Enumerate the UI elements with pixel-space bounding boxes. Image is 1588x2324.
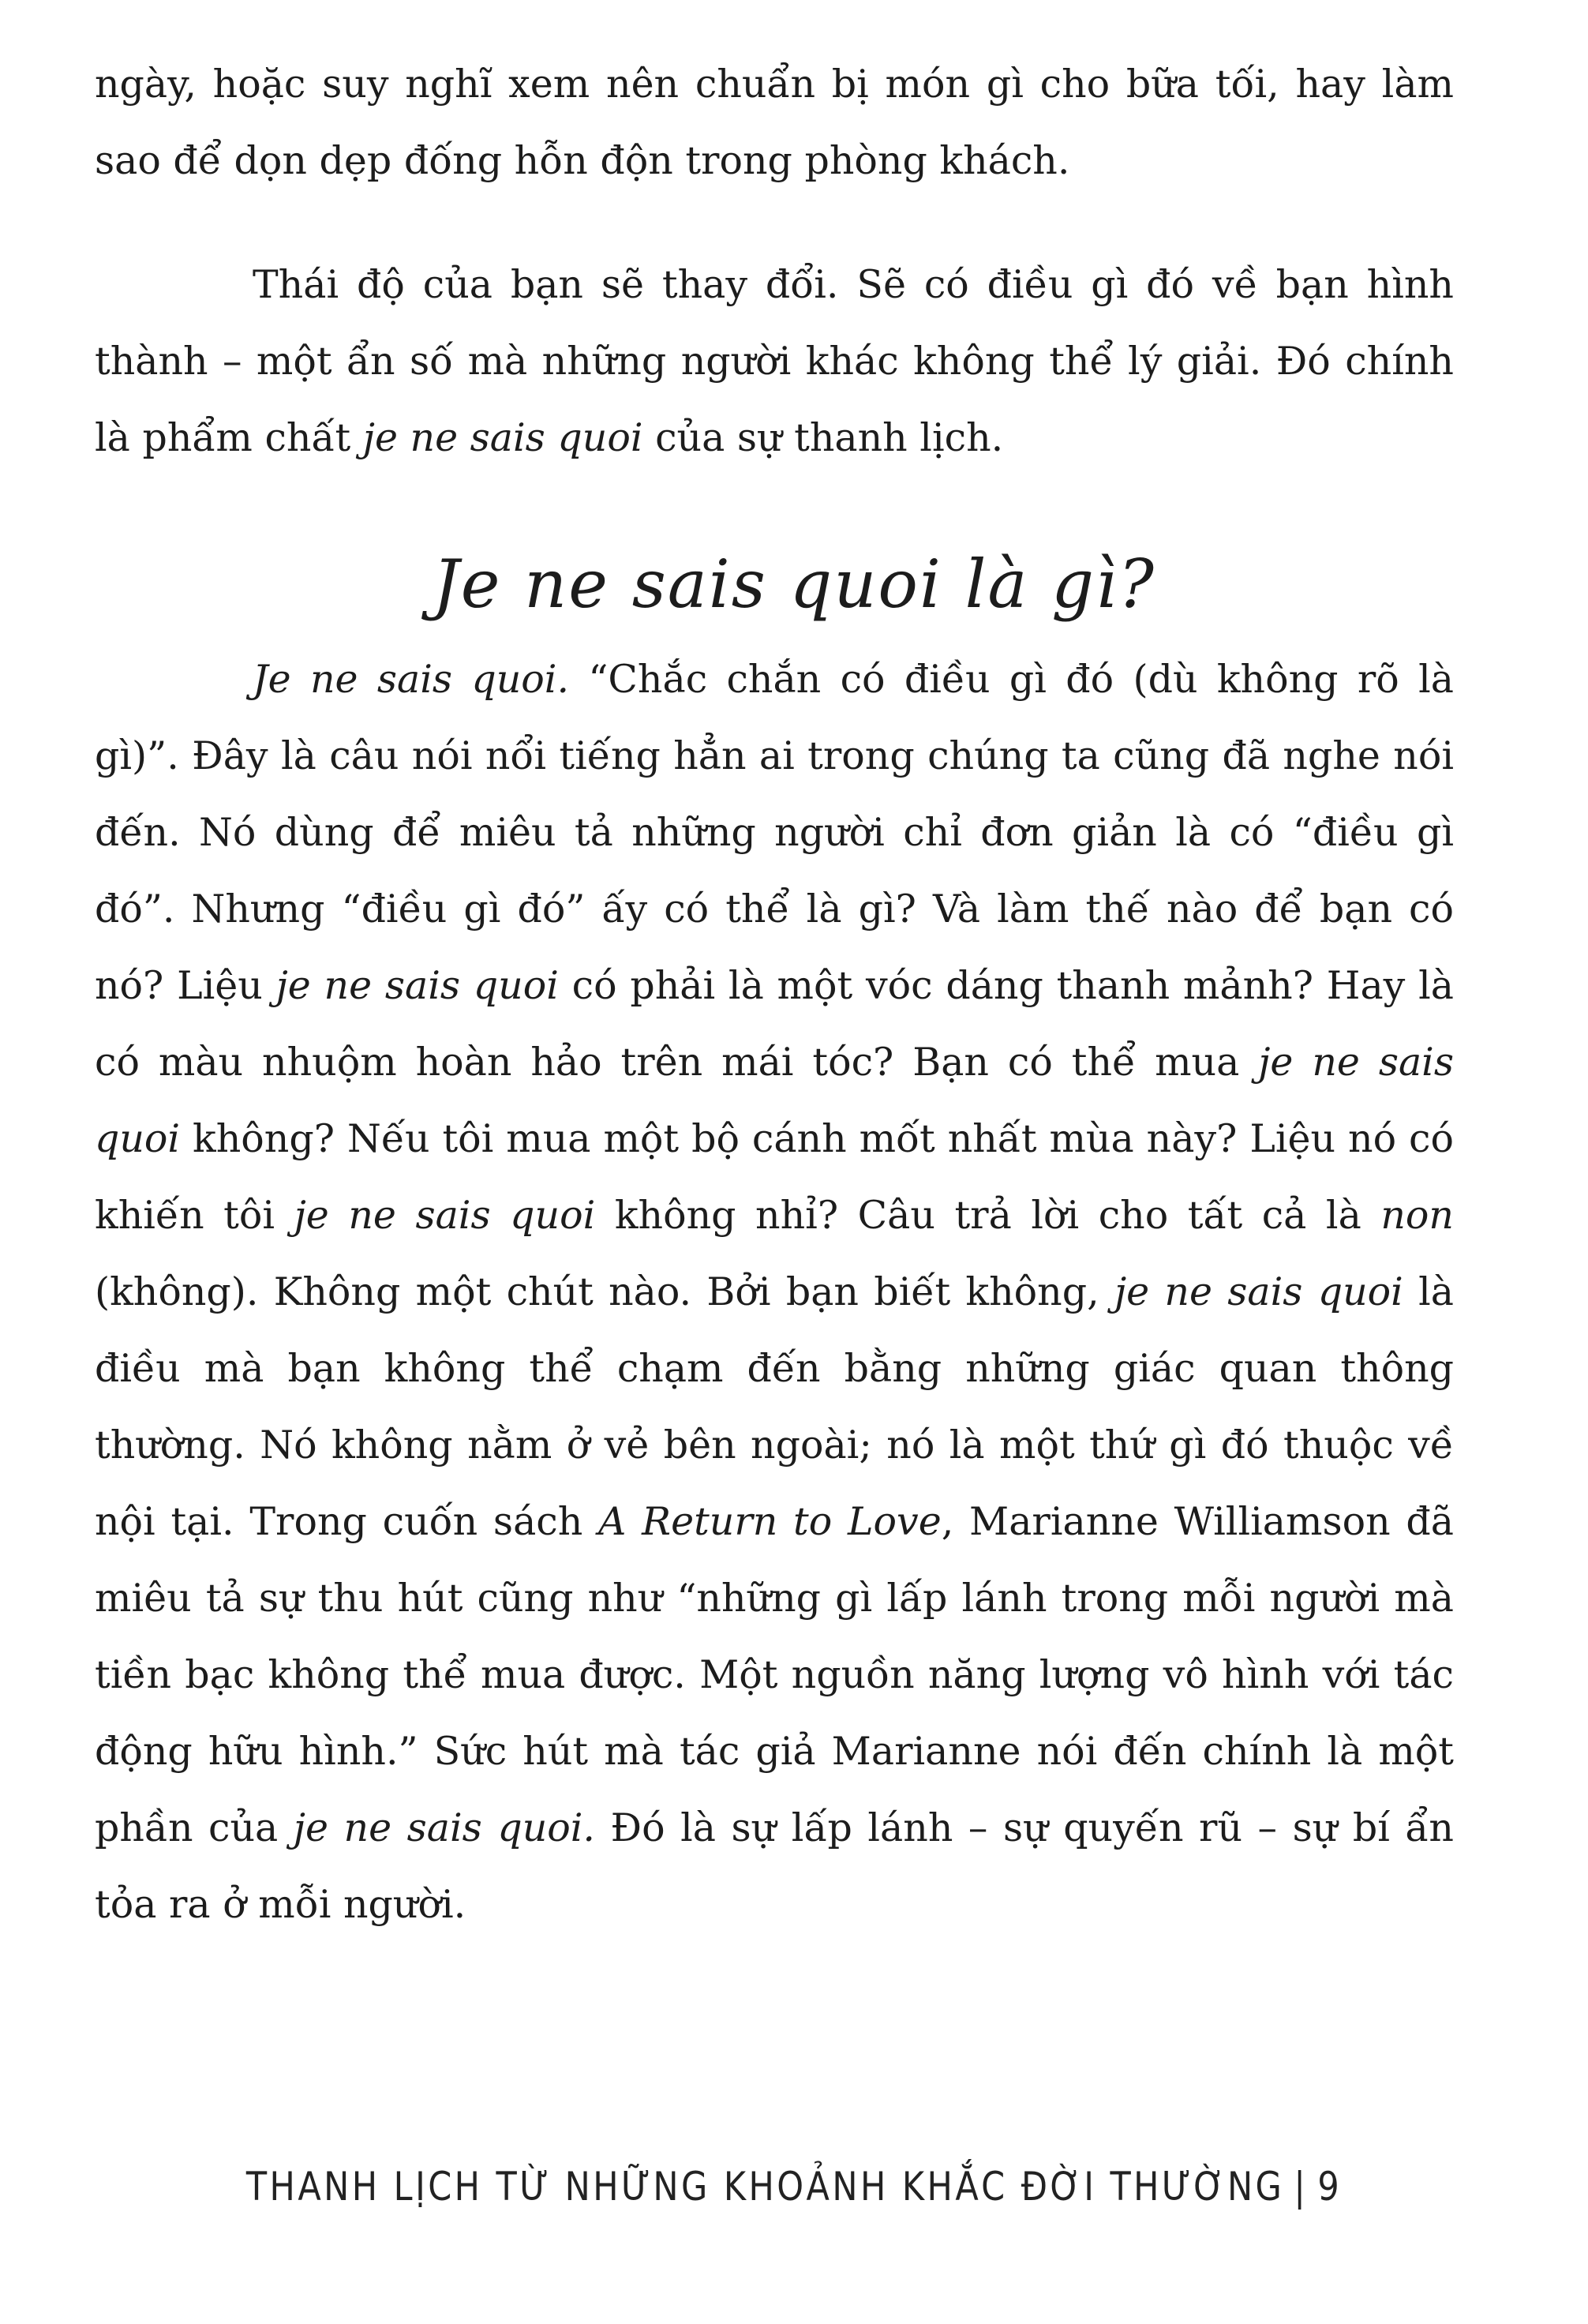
italic-phrase: A Return to Love <box>598 1499 942 1544</box>
italic-phrase: je ne sais quoi <box>95 1040 1454 1161</box>
italic-phrase: Je ne sais quoi. <box>253 657 570 702</box>
text-run: không nhỉ? Câu trả lời cho tất cả là <box>595 1193 1381 1238</box>
page-footer <box>111 2159 1477 2214</box>
text-run: có phải là một vóc dáng thanh mảnh? Hay là có màu nhuộm hoàn hảo trên mái tóc? Bạn có thể mua <box>95 963 1454 1085</box>
paragraph-main <box>95 641 1454 1943</box>
text-run: , Marianne Williamson đã miêu tả sự thu hút cũng như “những gì lấp lánh trong mỗi người mà tiền bạc không thể mua được. Một nguồn năng lượng vô hình với tác động hữu hình.” Sức hút mà tác giả Marianne nói đến chính là một phần của <box>95 1499 1454 1850</box>
footer-separator: | <box>1294 2164 1309 2210</box>
text-run: Thái độ của bạn sẽ thay đổi. Sẽ có điều gì đó về bạn hình thành – một ẩn số mà những người khác không thể lý giải. Đó chính là phẩm chất <box>95 262 1454 460</box>
section-heading: Je ne sais quoi là gì? <box>433 545 1155 623</box>
page-number: 9 <box>1317 2164 1343 2210</box>
text-run: là điều mà bạn không thể chạm đến bằng những giác quan thông thường. Nó không nằm ở vẻ bên ngoài; nó là một thứ gì đó thuộc về nội tại. Trong cuốn sách <box>95 1269 1454 1544</box>
text-run: (không). Không một chút nào. Bởi bạn biết không, <box>95 1269 1114 1314</box>
italic-phrase: je ne sais quoi <box>362 415 643 460</box>
paragraph-text <box>95 246 1454 476</box>
paragraph-text: ngày, hoặc suy nghĩ xem nên chuẩn bị món gì cho bữa tối, hay làm sao để dọn dẹp đống hỗn độn trong phòng khách. <box>95 62 1454 183</box>
paragraph-text <box>95 641 1454 1943</box>
text-run: của sự thanh lịch. <box>642 415 1004 460</box>
text-run: Đó là sự lấp lánh – sự quyến rũ – sự bí ẩn tỏa ra ở mỗi người. <box>95 1805 1454 1927</box>
italic-phrase: je ne sais quoi <box>275 963 559 1008</box>
text-run: “Chắc chắn có điều gì đó (dù không rõ là gì)”. Đây là câu nói nổi tiếng hẳn ai trong chúng ta cũng đã nghe nói đến. Nó dùng để miêu tả những người chỉ đơn giản là có “điều gì đó”. Nhưng “điều gì đó” ấy có thể là gì? Và làm thế nào để bạn có nó? Liệu <box>95 657 1454 1008</box>
italic-phrase: non <box>1380 1193 1454 1238</box>
italic-phrase: je ne sais quoi <box>1114 1269 1403 1314</box>
paragraph-continued <box>95 46 1454 199</box>
italic-phrase: je ne sais quoi. <box>293 1805 595 1850</box>
text-run: không? Nếu tôi mua một bộ cánh mốt nhất mùa này? Liệu nó có khiến tôi <box>95 1116 1454 1238</box>
italic-phrase: je ne sais quoi <box>294 1193 596 1238</box>
running-title: THANH LỊCH TỪ NHỮNG KHOẢNH KHẮC ĐỜI THƯỜNG <box>245 2164 1285 2210</box>
paragraph-attitude <box>95 246 1454 476</box>
